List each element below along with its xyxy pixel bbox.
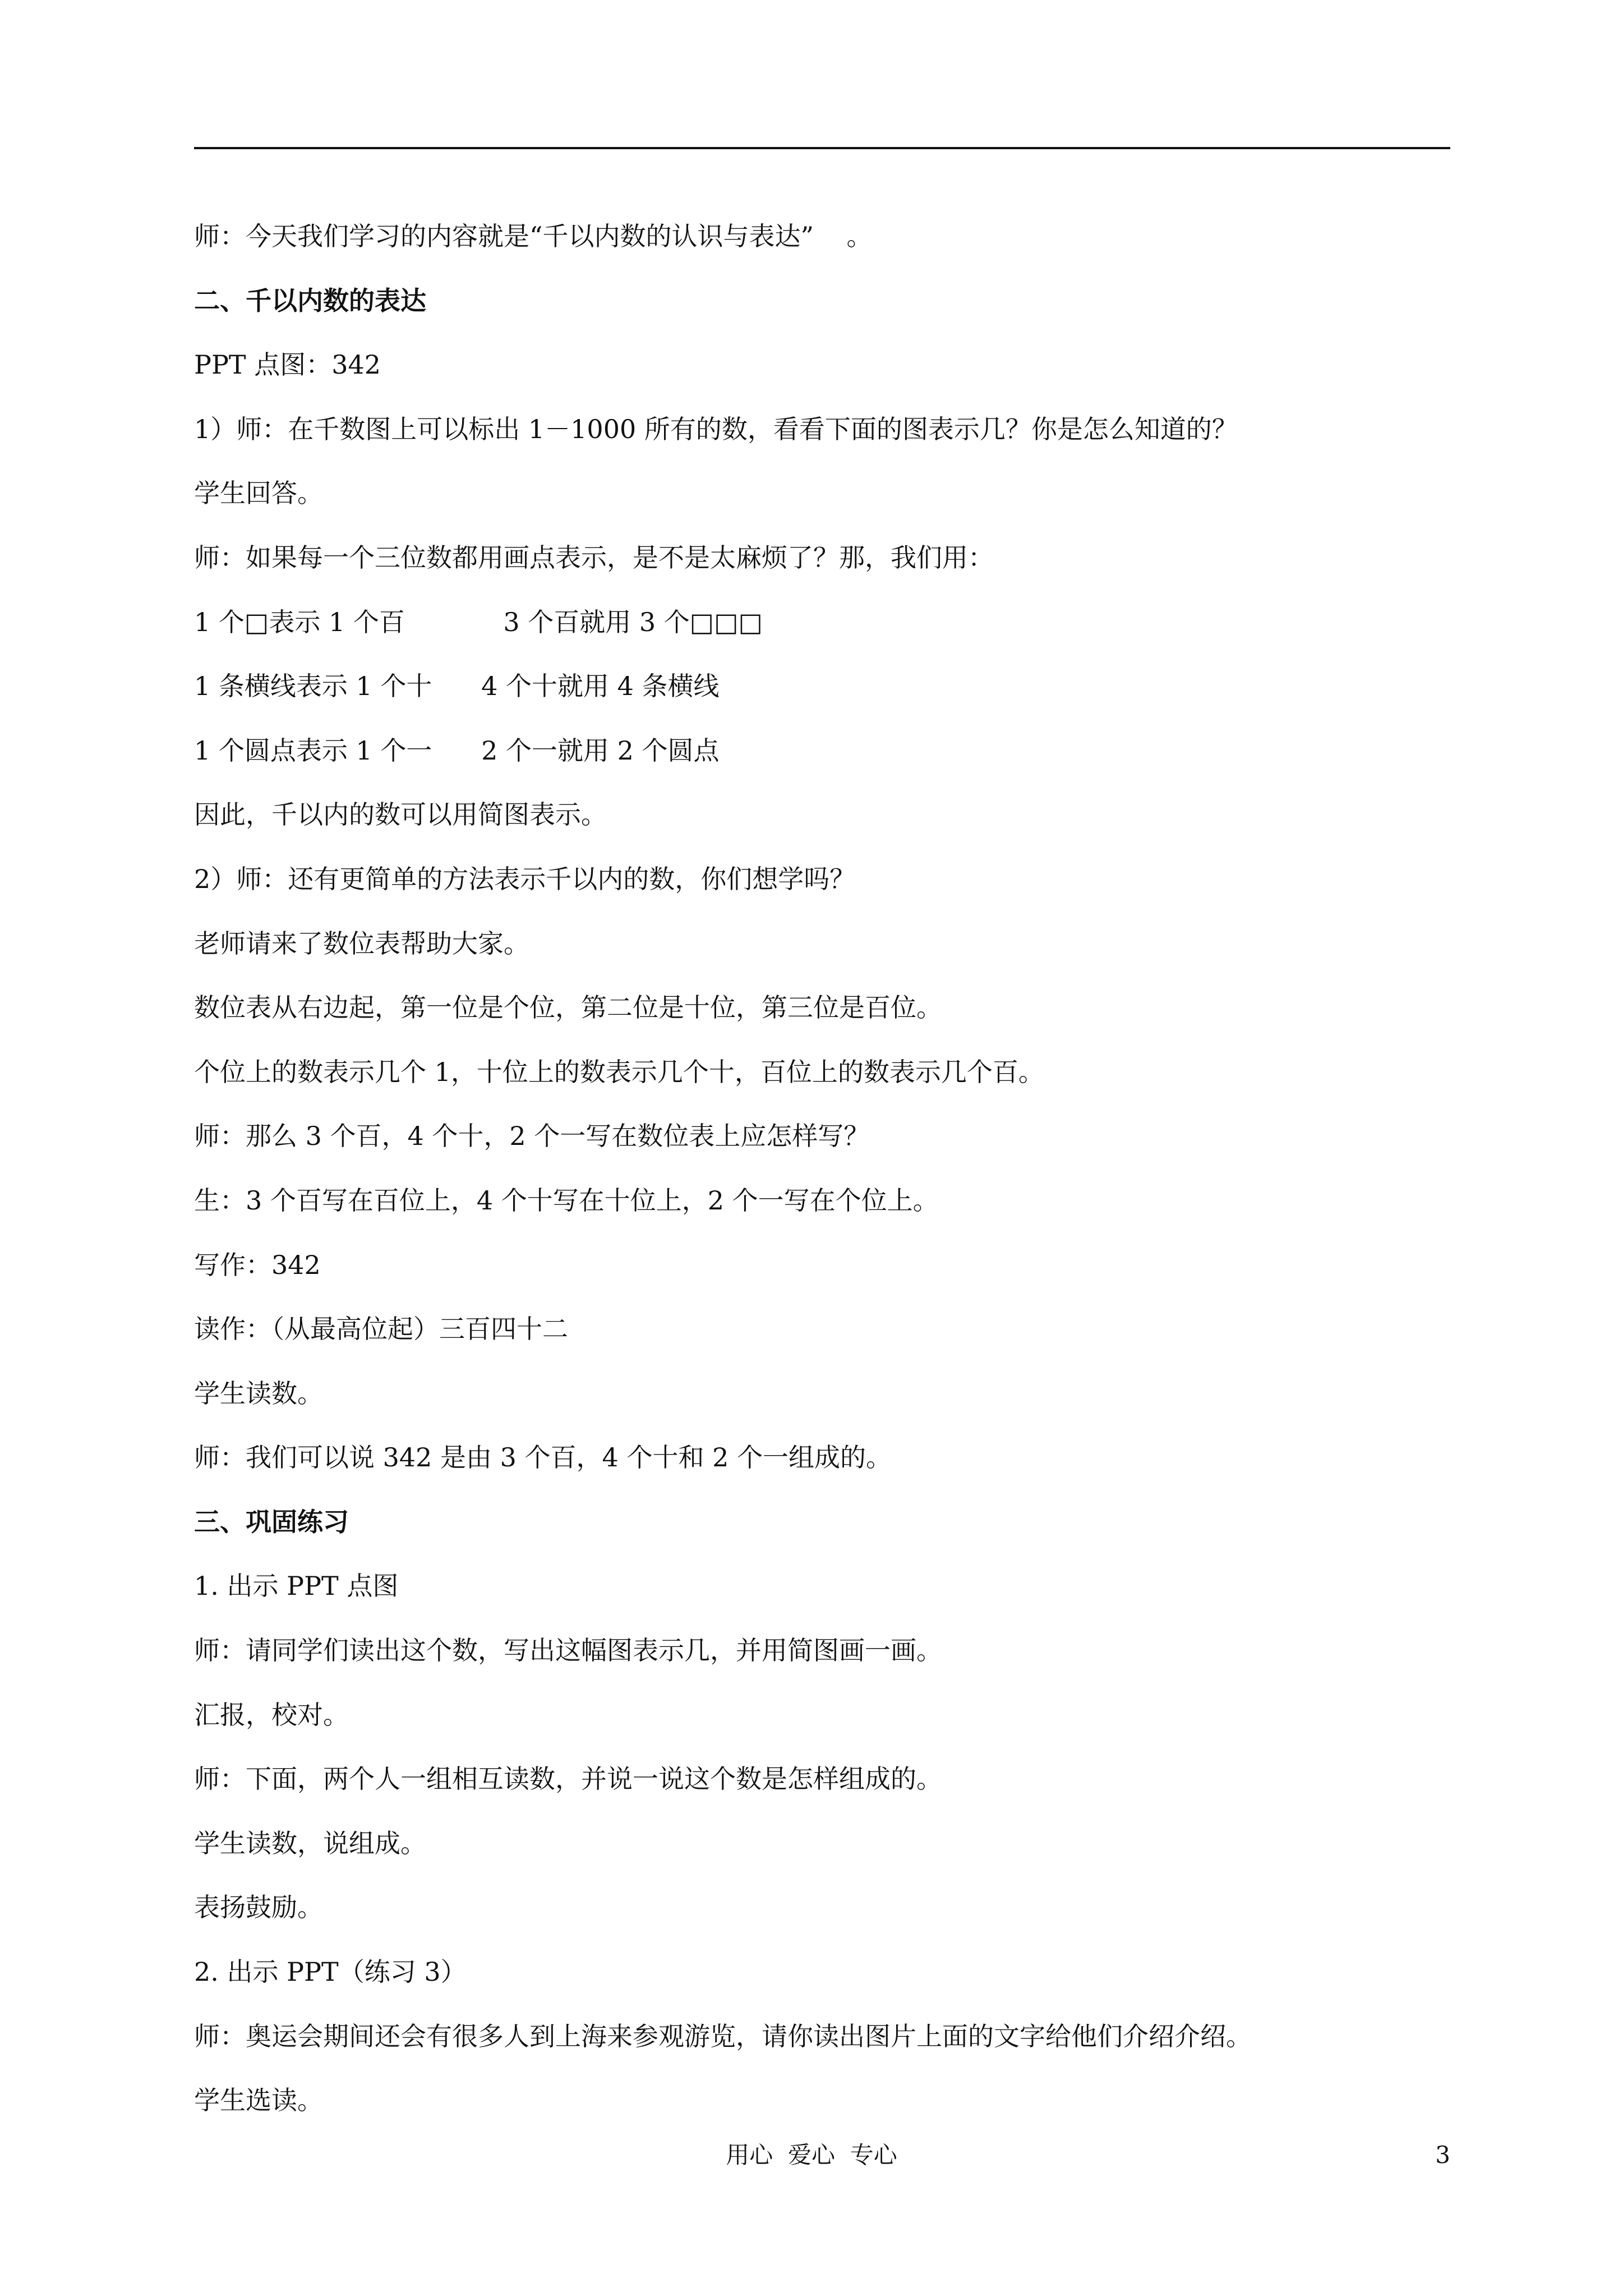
text-line: 写作：342 <box>194 1249 321 1280</box>
text-line: 2. 出示 PPT（练习 3） <box>194 1957 467 1987</box>
header-rule <box>194 147 1450 149</box>
text-line: 师：奥运会期间还会有很多人到上海来参观游览，请你读出图片上面的文字给他们介绍介绍。 <box>194 2021 1252 2051</box>
text-line: 汇报，校对。 <box>194 1699 349 1730</box>
text-line: 三、巩固练习 <box>194 1506 349 1537</box>
text-line: 数位表从右边起，第一位是个位，第二位是十位，第三位是百位。 <box>194 992 942 1023</box>
text-line: 生：3 个百写在百位上，4 个十写在十位上，2 个一写在个位上。 <box>194 1185 939 1216</box>
text-line: 学生读数。 <box>194 1378 323 1409</box>
body-text <box>194 204 1450 2133</box>
text-line: 师：那么 3 个百，4 个十，2 个一写在数位表上应怎样写？ <box>194 1121 870 1152</box>
text-line: 二、千以内数的表达 <box>194 285 426 316</box>
text-line: 1 个圆点表示 1 个一 2 个一就用 2 个圆点 <box>194 735 720 766</box>
text-line: 师：下面，两个人一组相互读数，并说一说这个数是怎样组成的。 <box>194 1764 942 1795</box>
text-line: 1 条横线表示 1 个十 4 个十就用 4 条横线 <box>194 671 720 702</box>
text-line: 个位上的数表示几个 1，十位上的数表示几个十，百位上的数表示几个百。 <box>194 1056 1044 1087</box>
page-number: 3 <box>1435 2141 1450 2169</box>
text-line: PPT 点图：342 <box>194 349 381 380</box>
text-line: 读作：（从最高位起）三百四十二 <box>194 1314 568 1345</box>
text-line: 2）师：还有更简单的方法表示千以内的数，你们想学吗？ <box>194 863 856 894</box>
text-line: 师：如果每一个三位数都用画点表示，是不是太麻烦了？那，我们用： <box>194 542 994 573</box>
text-line: 师：我们可以说 342 是由 3 个百，4 个十和 2 个一组成的。 <box>194 1442 892 1473</box>
text-line: 1. 出示 PPT 点图 <box>194 1571 399 1602</box>
text-line: 表扬鼓励。 <box>194 1892 323 1923</box>
text-line: 老师请来了数位表帮助大家。 <box>194 928 529 959</box>
text-line: 1 个□表示 1 个百 3 个百就用 3 个□□□ <box>194 606 763 637</box>
text-line: 师：今天我们学习的内容就是“千以内数的认识与表达” 。 <box>194 221 873 251</box>
text-line: 师：请同学们读出这个数，写出这幅图表示几，并用简图画一画。 <box>194 1635 942 1666</box>
text-line: 学生读数，说组成。 <box>194 1828 426 1858</box>
text-line: 学生选读。 <box>194 2085 323 2116</box>
text-line: 因此，千以内的数可以用简图表示。 <box>194 799 607 830</box>
text-line: 1）师：在千数图上可以标出 1－1000 所有的数，看看下面的图表示几？你是怎么知道的？ <box>194 413 1238 444</box>
text-line: 学生回答。 <box>194 478 323 509</box>
footer-slogan: 用心 爱心 专心 <box>726 2141 897 2169</box>
